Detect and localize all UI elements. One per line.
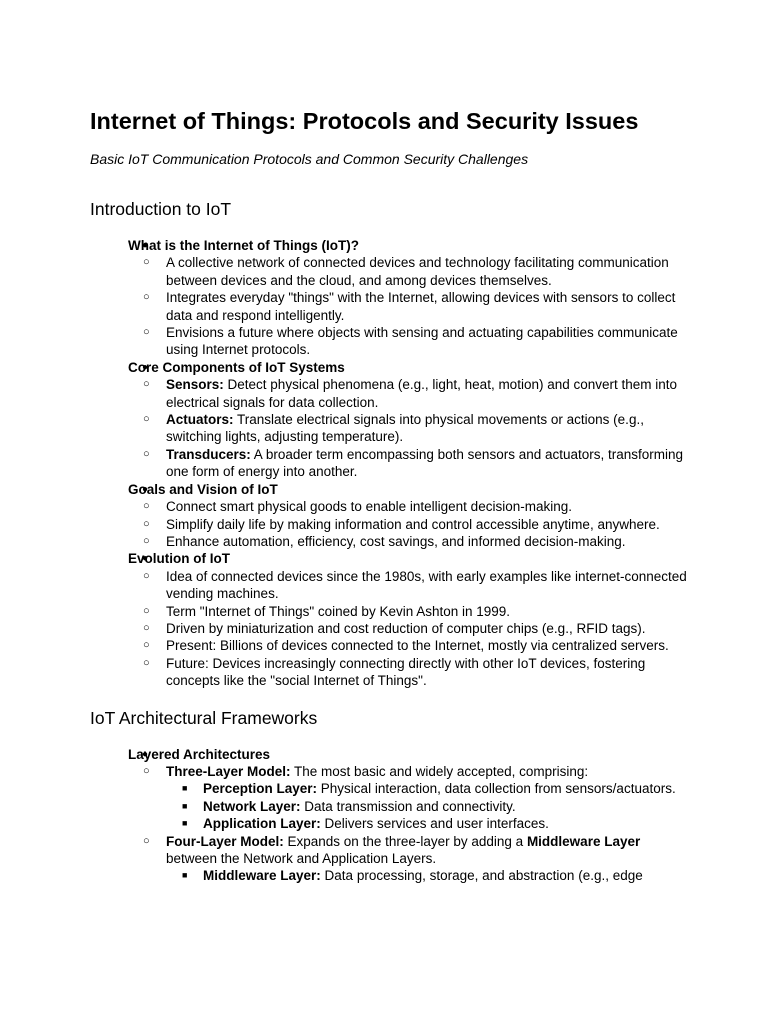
layer-list [166, 780, 690, 832]
bullet-what-is-iot [128, 237, 690, 359]
sub-bullet-text: Expands on the three-layer by adding a [283, 833, 527, 849]
layer-item-perception [203, 780, 690, 797]
sub-bullet-item [166, 568, 690, 603]
sub-bullet-item [166, 289, 690, 324]
layer-text: Data transmission and connectivity. [300, 798, 516, 814]
bullet-topic-label: Evolution of IoT [128, 551, 230, 567]
sub-bullet-text: Present: Billions of devices connected to the Internet, mostly via centralized servers. [166, 638, 669, 654]
layer-item-application [203, 815, 690, 832]
sub-bullet-text: Detect physical phenomena (e.g., light, heat, motion) and convert them into electrical signals for data collection. [166, 377, 678, 410]
layer-text: Physical interaction, data collection from sensors/actuators. [317, 781, 676, 797]
layer-term: Perception Layer: [203, 781, 318, 797]
sub-bullet-three-layer-model [166, 763, 690, 833]
sub-bullet-highlight: Middleware Layer [526, 833, 641, 849]
layer-list [166, 867, 690, 884]
layer-term: Application Layer: [203, 816, 321, 832]
sub-bullet-text: Driven by miniaturization and cost reduction of computer chips (e.g., RFID tags). [166, 620, 646, 636]
section-heading-architectural-frameworks: IoT Architectural Frameworks [90, 707, 318, 728]
sub-bullet-text: Translate electrical signals into physical movements or actions (e.g., switching lights, adjusting temperature). [166, 412, 644, 445]
architecture-bullet-list [90, 746, 690, 885]
bullet-evolution [128, 550, 690, 689]
introduction-bullet-list [90, 237, 690, 690]
bullet-core-components [128, 359, 690, 481]
bullet-topic-label: Goals and Vision of IoT [128, 481, 278, 497]
layer-item-network [203, 798, 690, 815]
layer-text: Data processing, storage, and abstraction (e.g., edge [320, 868, 643, 884]
sub-bullet-term: Actuators: [166, 412, 234, 428]
sub-bullet-text: Envisions a future where objects with sensing and actuating capabilities communicate using Internet protocols. [166, 325, 678, 358]
bullet-goals-vision [128, 481, 690, 551]
layer-text: Delivers services and user interfaces. [320, 816, 549, 832]
sub-bullet-list [128, 763, 690, 885]
sub-bullet-text: between the Network and Application Layers. [166, 851, 437, 866]
sub-bullet-item [166, 498, 690, 515]
sub-bullet-term: Three-Layer Model: [166, 763, 291, 779]
bullet-layered-architectures [128, 746, 690, 885]
layer-term: Middleware Layer: [203, 868, 321, 884]
sub-bullet-item [166, 603, 690, 620]
sub-bullet-term: Sensors: [166, 377, 224, 393]
sub-bullet-list [128, 254, 690, 358]
sub-bullet-text: The most basic and widely accepted, comprising: [290, 763, 589, 779]
sub-bullet-item [166, 324, 690, 359]
document-title: Internet of Things: Protocols and Security Issues [90, 108, 639, 134]
sub-bullet-text: A broader term encompassing both sensors and actuators, transforming one form of energy into another. [166, 446, 684, 480]
sub-bullet-text: Enhance automation, efficiency, cost savings, and informed decision-making. [166, 533, 626, 549]
sub-bullet-text: Term "Internet of Things" coined by Kevin Ashton in 1999. [166, 603, 511, 619]
sub-bullet-list [128, 498, 690, 550]
sub-bullet-item [166, 411, 690, 446]
sub-bullet-item [166, 655, 690, 690]
sub-bullet-list [128, 568, 690, 690]
sub-bullet-text: A collective network of connected devices and technology facilitating communication between devices and the cloud, and among devices themselves. [166, 255, 669, 288]
sub-bullet-item [166, 376, 690, 411]
sub-bullet-four-layer-model [166, 833, 690, 885]
section-heading-introduction: Introduction to IoT [90, 199, 232, 219]
sub-bullet-text: Simplify daily life by making information and control accessible anytime, anywhere. [166, 516, 660, 532]
sub-bullet-item [166, 446, 690, 481]
document-body [90, 106, 690, 885]
document-subtitle: Basic IoT Communication Protocols and Common Security Challenges [90, 151, 529, 167]
sub-bullet-text: Future: Devices increasingly connecting directly with other IoT devices, fostering concepts like the "social Internet of Things". [166, 655, 646, 689]
sub-bullet-item [166, 533, 690, 550]
bullet-topic-label: What is the Internet of Things (IoT)? [128, 238, 359, 253]
sub-bullet-item [166, 620, 690, 637]
sub-bullet-item [166, 254, 690, 289]
bullet-topic-label: Layered Architectures [128, 746, 271, 762]
sub-bullet-text: Integrates everyday "things" with the Internet, allowing devices with sensors to collect data and respond intelligently. [166, 290, 676, 323]
sub-bullet-term: Four-Layer Model: [166, 833, 284, 849]
sub-bullet-text: Connect smart physical goods to enable intelligent decision-making. [166, 499, 572, 515]
layer-term: Network Layer: [203, 798, 301, 814]
sub-bullet-item [166, 516, 690, 533]
layer-item-middleware [203, 867, 690, 884]
bullet-topic-label: Core Components of IoT Systems [128, 359, 345, 375]
sub-bullet-item [166, 637, 690, 654]
sub-bullet-list [128, 376, 690, 480]
sub-bullet-text: Idea of connected devices since the 1980s, with early examples like internet-connected vending machines. [166, 568, 687, 602]
sub-bullet-term: Transducers: [166, 446, 251, 462]
